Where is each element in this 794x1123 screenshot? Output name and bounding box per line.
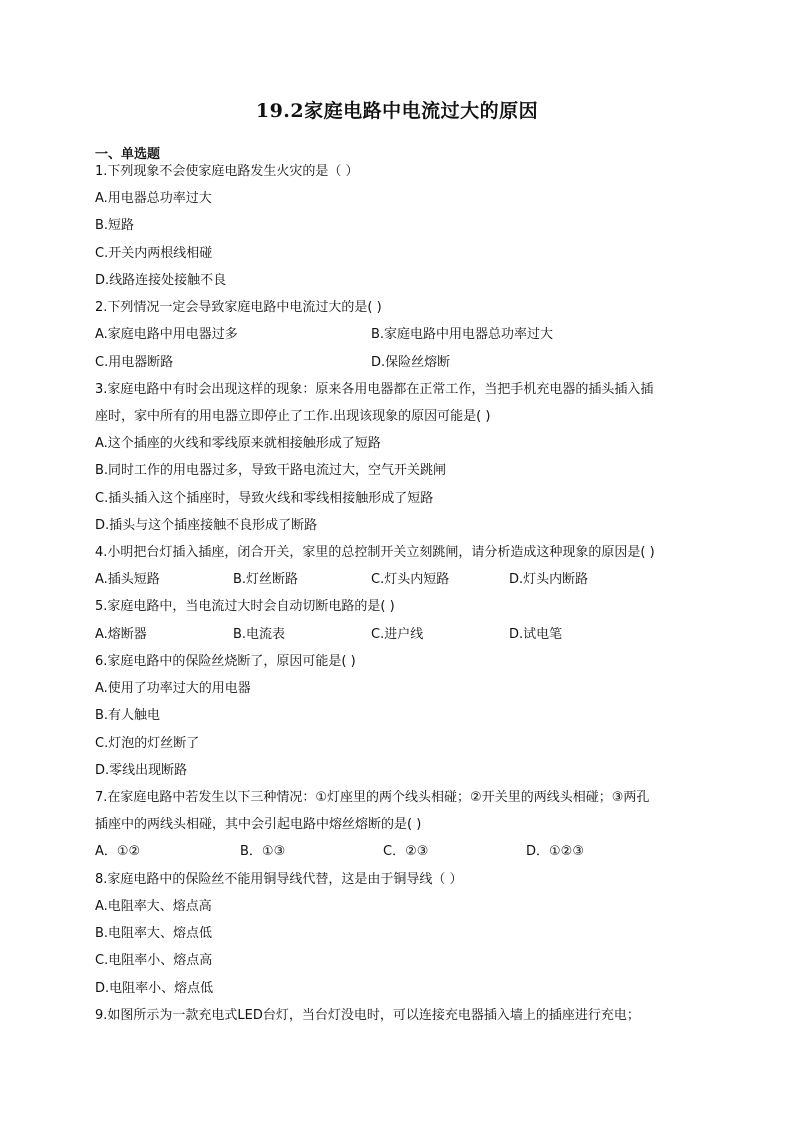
question-3-option-b: B.同时工作的用电器过多，导致干路电流过大，空气开关跳闸 xyxy=(95,463,447,478)
question-3-option-c: C.插头插入这个插座时，导致火线和零线相接触形成了短路 xyxy=(95,491,434,506)
question-1-option-a: A.用电器总功率过大 xyxy=(95,191,212,206)
page-title: 19.2家庭电路中电流过大的原因 xyxy=(255,100,539,122)
section-heading: 一、单选题 xyxy=(95,147,161,162)
question-6-option-c: C.灯泡的灯丝断了 xyxy=(95,736,200,751)
question-8-option-c: C.电阻率小、熔点高 xyxy=(95,953,213,968)
question-1-option-b: B.短路 xyxy=(95,218,135,233)
question-4-option-b: B.灯丝断路 xyxy=(233,572,299,587)
question-5-option-b: B.电流表 xyxy=(233,627,286,642)
question-4-option-d: D.灯头内断路 xyxy=(509,572,589,587)
question-4-stem: 4.小明把台灯插入插座，闭合开关，家里的总控制开关立刻跳闸，请分析造成这种现象的原因是( ) xyxy=(95,545,655,560)
question-1-option-d: D.线路连接处接触不良 xyxy=(95,273,227,288)
question-2-option-b: B.家庭电路中用电器总功率过大 xyxy=(371,327,554,342)
question-2-option-a: A.家庭电路中用电器过多 xyxy=(95,327,238,342)
question-2-stem: 2.下列情况一定会导致家庭电路中电流过大的是( ) xyxy=(95,300,382,315)
question-1-option-c: C.开关内两根线相碰 xyxy=(95,246,213,261)
question-3-stem-line-2: 座时，家中所有的用电器立即停止了工作.出现该现象的原因可能是( ) xyxy=(95,409,491,424)
question-8-option-b: B.电阻率大、熔点低 xyxy=(95,926,213,941)
question-6-option-d: D.零线出现断路 xyxy=(95,763,188,778)
question-5-option-c: C.进户线 xyxy=(371,627,424,642)
question-7-option-d: D．①②③ xyxy=(526,844,584,859)
question-4-option-c: C.灯头内短路 xyxy=(371,572,450,587)
question-7-stem-line-2: 插座中的两线头相碰，其中会引起电路中熔丝熔断的是( ) xyxy=(95,817,422,832)
question-7-option-c: C．②③ xyxy=(383,844,429,859)
question-5-option-a: A.熔断器 xyxy=(95,627,147,642)
question-9-stem: 9.如图所示为一款充电式LED台灯，当台灯没电时，可以连接充电器插入墙上的插座进行充电； xyxy=(95,1008,640,1023)
question-7-option-b: B．①③ xyxy=(240,844,286,859)
question-6-option-a: A.使用了功率过大的用电器 xyxy=(95,681,251,696)
question-3-option-d: D.插头与这个插座接触不良形成了断路 xyxy=(95,518,318,533)
question-5-stem: 5.家庭电路中，当电流过大时会自动切断电路的是( ) xyxy=(95,599,395,614)
question-3-stem-line-1: 3.家庭电路中有时会出现这样的现象：原来各用电器都在正常工作，当把手机充电器的插头插入插 xyxy=(95,382,654,397)
question-2-option-d: D.保险丝熔断 xyxy=(371,355,451,370)
question-4-option-a: A.插头短路 xyxy=(95,572,160,587)
question-7-option-a: A．①② xyxy=(95,844,141,859)
question-1-stem: 1.下列现象不会使家庭电路发生火灾的是（ ） xyxy=(95,164,359,179)
question-5-option-d: D.试电笔 xyxy=(509,627,563,642)
question-8-stem: 8.家庭电路中的保险丝不能用铜导线代替，这是由于铜导线（ ） xyxy=(95,872,463,887)
question-6-stem: 6.家庭电路中的保险丝烧断了，原因可能是( ) xyxy=(95,654,356,669)
question-7-stem-line-1: 7.在家庭电路中若发生以下三种情况：①灯座里的两个线头相碰；②开关里的两线头相碰；③两孔 xyxy=(95,790,650,805)
question-2-option-c: C.用电器断路 xyxy=(95,355,174,370)
question-8-option-a: A.电阻率大、熔点高 xyxy=(95,899,212,914)
question-3-option-a: A.这个插座的火线和零线原来就相接触形成了短路 xyxy=(95,436,381,451)
question-8-option-d: D.电阻率小、熔点低 xyxy=(95,981,214,996)
question-6-option-b: B.有人触电 xyxy=(95,708,161,723)
